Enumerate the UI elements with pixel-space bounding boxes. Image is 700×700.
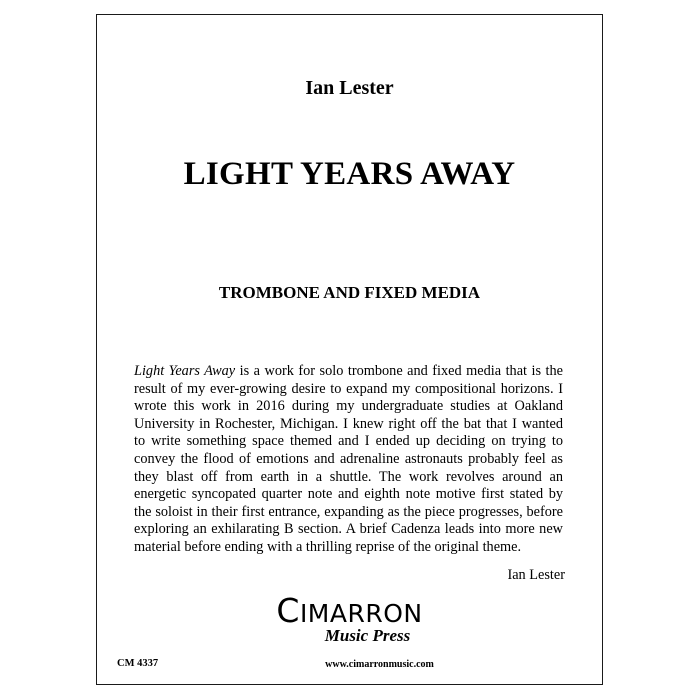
program-note: [134, 363, 563, 557]
piece-title: LIGHT YEARS AWAY: [183, 156, 516, 192]
score-cover: [96, 14, 603, 685]
program-note-text: is a work for solo trombone and fixed media that is the result of my ever-growing desire to expand my compositional horizons. I wrote this work in 2016 during my undergraduate studies at Oakland University in Rochester, Michigan. I knew right off the bat that I wanted to write something space themed and I ended up deciding on trying to convey the flood of emotions and adrenaline astronauts probably feel as they blast off from earth in a shuttle. The work revolves around an energetic syncopated quarter note and eighth note motive first stated by the soloist in their first entrance, expanding as the piece progresses, before exploring an exhilarating B section. A brief Cadenza leads into more new material before ending with a thrilling reprise of the original theme.: [134, 363, 563, 555]
publisher-initial: C: [276, 591, 300, 630]
program-note-title: Light Years Away: [134, 363, 236, 379]
publisher-logo: [97, 591, 602, 645]
publisher-name: [97, 591, 602, 630]
publisher-subtitle: Music Press: [324, 626, 411, 645]
publisher-url: www.cimarronmusic.com: [325, 659, 434, 670]
composer-name: Ian Lester: [305, 77, 394, 99]
publisher-name-rest: IMARRON: [299, 599, 423, 628]
program-note-signature: Ian Lester: [507, 567, 565, 583]
instrumentation: TROMBONE AND FIXED MEDIA: [218, 283, 481, 302]
catalog-number: CM 4337: [117, 658, 159, 669]
